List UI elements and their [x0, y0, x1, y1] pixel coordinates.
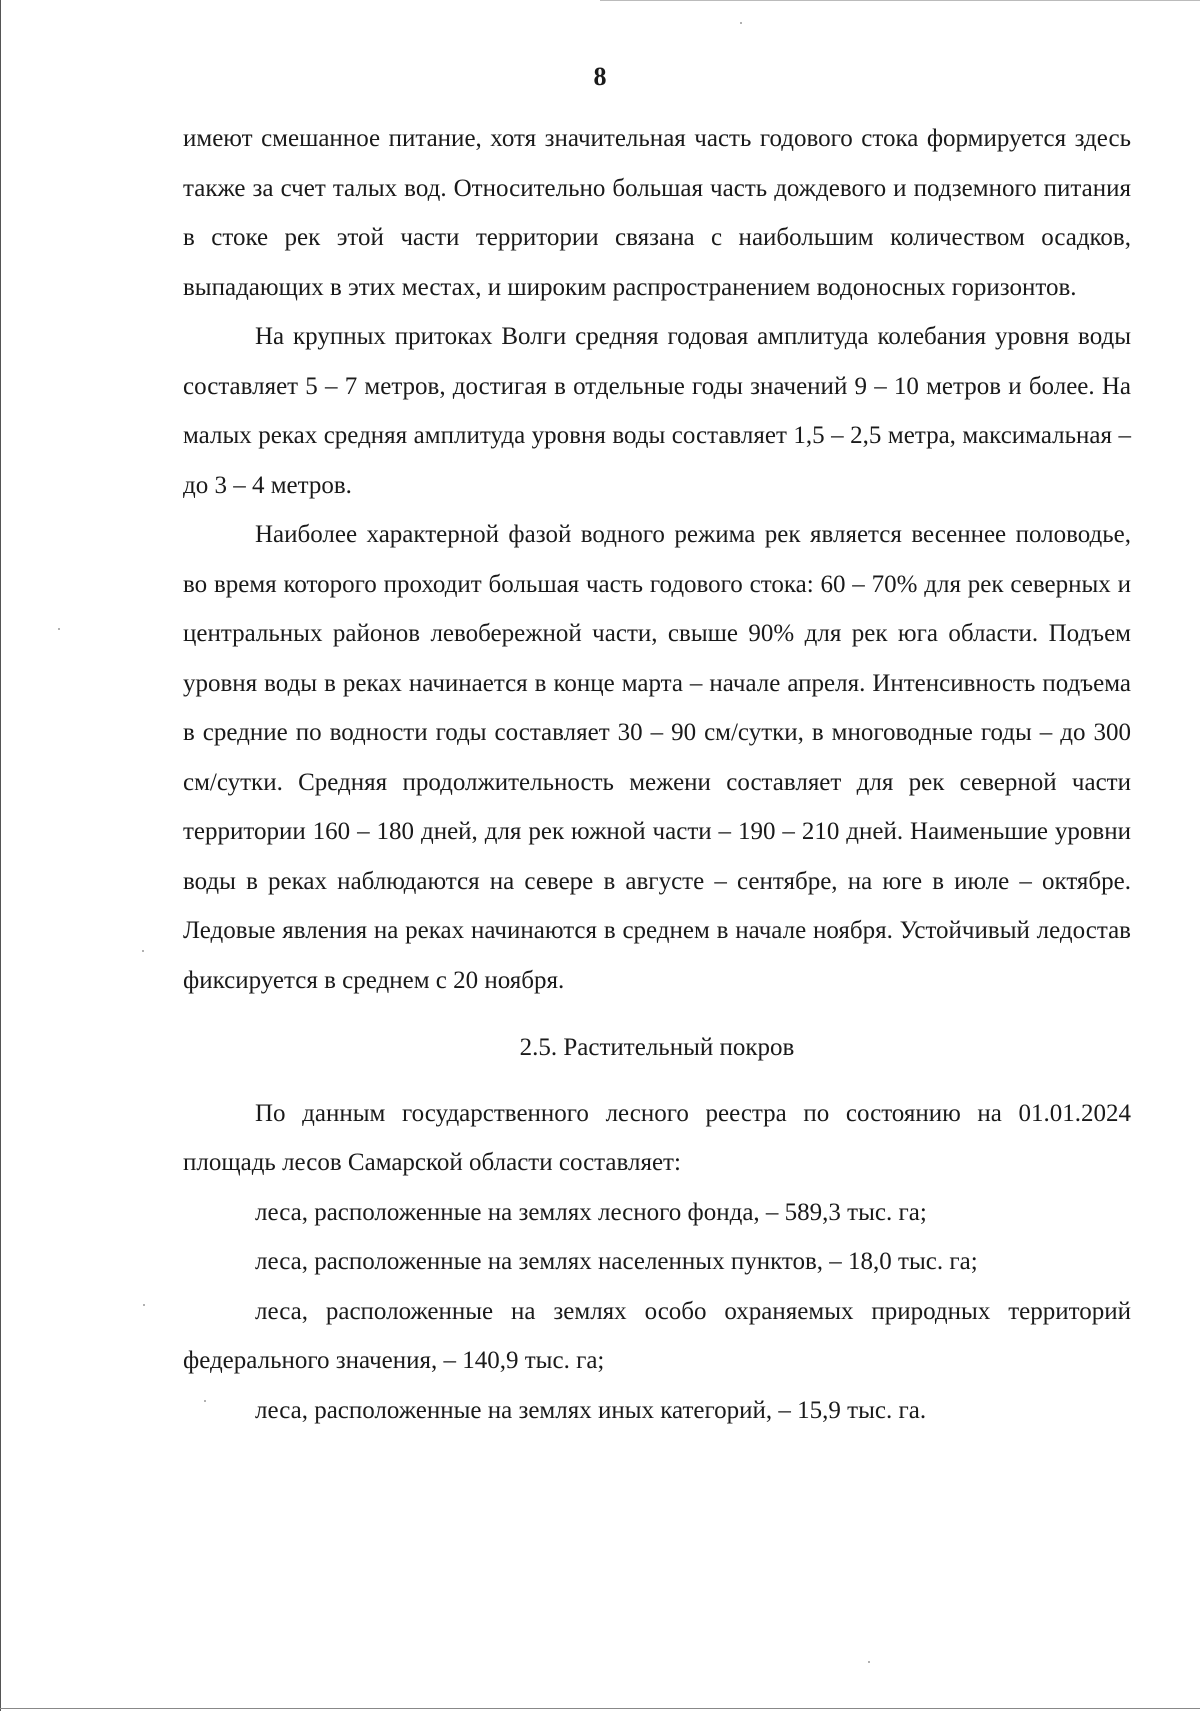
paragraph-3: Наиболее характерной фазой водного режима рек является весеннее половодье, во время которого проходит большая часть годового стока: 60 – 70% для рек северных и центральных районов левобережной части, свыше 90% для рек юга области. Подъем уровня воды в реках начинается в конце марта – начале апреля. Интенсивность подъема в средние по водности годы составляет 30 – 90 см/сутки, в многоводные годы – до 300 см/сутки. Средняя продолжительность межени составляет для рек северной части территории 160 – 180 дней, для рек южной части – 190 – 210 дней. Наименьшие уровни воды в реках наблюдаются на севере в августе – сентябре, на юге в июле – октябре. Ледовые явления на реках начинаются в среднем в начале ноября. Устойчивый ледостав фиксируется в среднем с 20 ноября.	[183, 521, 1131, 994]
scan-speck	[740, 22, 742, 24]
document-body	[183, 114, 1131, 1435]
forest-item-3: леса, расположенные на землях особо охраняемых природных территорий федерального значения, – 140,9 тыс. га;	[183, 1297, 1131, 1374]
section-heading: 2.5. Растительный покров	[519, 1034, 795, 1061]
section-intro: По данным государственного лесного реестра по состоянию на 01.01.2024 площадь лесов Самарской области составляет:	[183, 1099, 1131, 1176]
page-number: 8	[593, 62, 607, 91]
scan-edge-bottom	[0, 1708, 1200, 1709]
scan-speck	[58, 628, 60, 630]
scan-edge-top	[600, 0, 1200, 1]
paragraph-2: На крупных притоках Волги средняя годовая амплитуда колебания уровня воды составляет 5 – 7 метров, достигая в отдельные годы значений 9 – 10 метров и более. На малых реках средняя амплитуда уровня воды составляет 1,5 – 2,5 метра, максимальная – до 3 – 4 метров.	[183, 323, 1131, 499]
scan-speck	[868, 1661, 870, 1663]
scan-speck	[142, 950, 144, 952]
paragraph-1: имеют смешанное питание, хотя значительная часть годового стока формируется здесь также за счет талых вод. Относительно большая часть дождевого и подземного питания в стоке рек этой части территории связана с наибольшим количеством осадков, выпадающих в этих местах, и широким распространением водоносных горизонтов.	[183, 125, 1131, 301]
scan-speck	[143, 1304, 145, 1306]
scan-edge-left	[0, 0, 1, 1711]
forest-item-2: леса, расположенные на землях населенных пунктов, – 18,0 тыс. га;	[255, 1248, 978, 1275]
forest-item-1: леса, расположенные на землях лесного фонда, – 589,3 тыс. га;	[255, 1198, 927, 1226]
forest-item-4: леса, расположенные на землях иных категорий, – 15,9 тыс. га.	[255, 1396, 927, 1424]
